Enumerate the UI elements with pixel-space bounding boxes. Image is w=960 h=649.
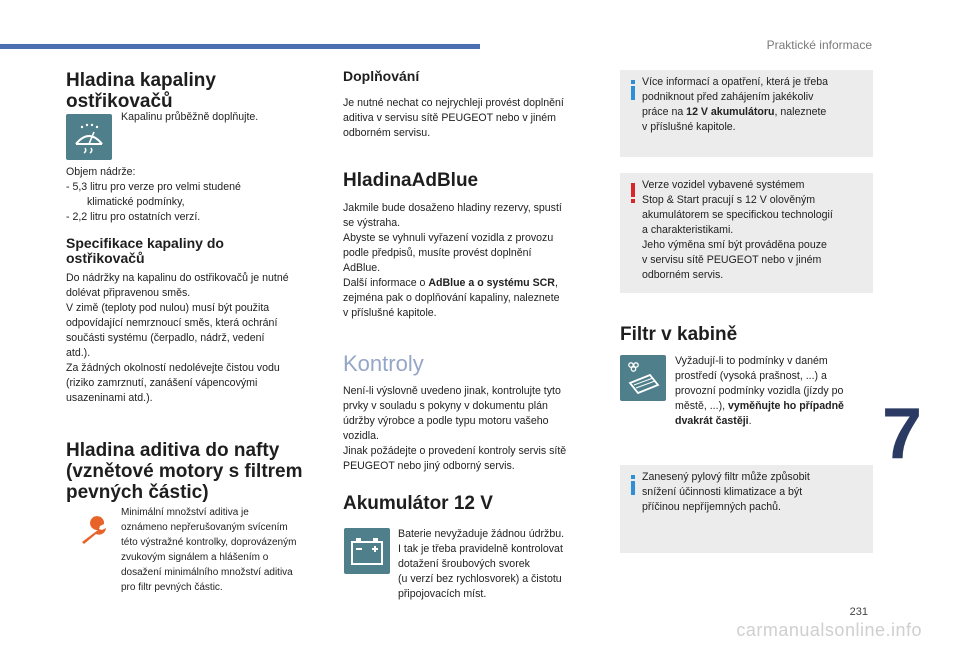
spec-line: usazeninami atd.).: [66, 392, 153, 404]
battery-text: [398, 527, 608, 602]
wrench-icon: [74, 512, 114, 552]
filter-line: prostředí (vysoká prašnost, ...) a: [675, 370, 827, 382]
info1-line: Více informací a opatření, která je třeba: [642, 76, 829, 88]
spec-line: (riziko zamrznutí, zanášení vápencovými: [66, 377, 258, 389]
filter-title: Filtr v kabině: [620, 324, 738, 345]
washer-level-note: Kapalinu průběžně doplňujte.: [121, 111, 259, 123]
refill-line: odborném servisu.: [343, 127, 431, 139]
checks-line: PEUGEOT nebo jiný odborný servis.: [343, 460, 515, 472]
additive-line: dosažení minimálního množství aditiva: [121, 567, 293, 578]
warning-icon: [628, 183, 638, 203]
cabin-filter-icon: [620, 355, 666, 401]
battery-title: Akumulátor 12 V: [343, 493, 493, 514]
refill-line: Je nutné nechat co nejrychleji provést doplnění: [343, 97, 564, 109]
warning-line: odborném servis.: [642, 269, 724, 281]
info1-line3-post: , naleznete: [774, 106, 827, 118]
chapter-number: 7: [881, 394, 922, 474]
additive-title-1: Hladina aditiva do nafty: [66, 440, 280, 461]
filter-line: provozní podmínky vozidla (jízdy po: [675, 385, 844, 397]
additive-text: [121, 505, 326, 595]
spec-line: atd.).: [66, 347, 91, 359]
info-icon: [628, 80, 638, 100]
volume-bullet-2: - 2,2 litru pro ostatních verzí.: [66, 211, 201, 223]
section-title: Praktické informace: [766, 38, 872, 52]
warning-line: a charakteristikami.: [642, 224, 734, 236]
additive-title-3: pevných částic): [66, 482, 209, 503]
info-box-battery: [620, 70, 873, 157]
info-box-filter: [620, 465, 873, 553]
battery-line: (u verzí bez rychlosvorek) a čistotu: [398, 573, 562, 585]
checks-line: prvky v souladu s pokyny v dokumentu plán: [343, 400, 548, 412]
info1-line: v příslušné kapitole.: [642, 121, 736, 133]
washer-level-title-1: Hladina kapaliny: [66, 70, 216, 91]
washer-spec-title-1: Specifikace kapaliny do: [66, 235, 224, 251]
washer-level-title-2: ostřikovačů: [66, 91, 173, 112]
volume-bullet-1: - 5,3 litru pro verze pro velmi studené: [66, 181, 241, 193]
warning-line: v servisu sítě PEUGEOT nebo v jiném: [642, 254, 822, 266]
adblue-line: se výstraha.: [343, 217, 401, 229]
battery-line: dotažení šroubových svorek: [398, 558, 530, 570]
filter-line5-post: .: [748, 415, 752, 427]
washer-volume: [66, 165, 326, 225]
warning-box-text: [642, 178, 870, 283]
info1-line3-pre: práce na: [642, 106, 687, 118]
filter-line4-pre: městě, ...),: [675, 400, 728, 412]
volume-label: Objem nádrže:: [66, 166, 136, 178]
info-box-filter-text: [642, 470, 870, 515]
warning-line: Jeho výměna smí být prováděna pouze: [642, 239, 827, 251]
filter-line5: [675, 414, 875, 429]
battery-line: Baterie nevyžaduje žádnou údržbu.: [398, 528, 565, 540]
warning-line: Verze vozidel vybavené systémem: [642, 179, 805, 191]
watermark: carmanualsonline.info: [736, 620, 922, 640]
additive-line: Minimální množství aditiva je: [121, 507, 249, 518]
warning-line: akumulátorem se specifickou technologií: [642, 209, 833, 221]
additive-heading: [66, 440, 336, 503]
additive-line: zvukovým signálem a hlášením o: [121, 552, 269, 563]
spec-line: Do nádržky na kapalinu do ostřikovačů je nutné: [66, 272, 289, 284]
adblue-more-bold: AdBlue a o systému SCR: [428, 277, 555, 289]
adblue-line: AdBlue.: [343, 262, 381, 274]
refill-text: [343, 96, 605, 141]
info1-line3-bold: 12 V akumulátoru: [686, 106, 775, 118]
adblue-line: podle předpisů, musíte provést doplnění: [343, 247, 532, 259]
warning-box-stop-start: [620, 173, 873, 293]
spec-line: součásti systému (čerpadlo, nádrž, vedení: [66, 332, 265, 344]
washer-spec-title-2: ostřikovačů: [66, 250, 145, 266]
spec-line: dolévat připravenou směs.: [66, 287, 191, 299]
battery-icon: [344, 528, 390, 574]
adblue-line: zejména pak o doplňování kapaliny, naleznete: [343, 292, 560, 304]
volume-bullet-1-cont: klimatické podmínky,: [87, 196, 185, 208]
adblue-more-pre: Další informace o: [343, 277, 429, 289]
filter-line4-bold: vyměňujte ho případně: [727, 400, 844, 412]
washer-fluid-icon: [66, 114, 112, 160]
warning-line: Stop & Start pracují s 12 V olověným: [642, 194, 816, 206]
additive-line: pro filtr pevných částic.: [121, 582, 223, 593]
adblue-more-post: ,: [554, 277, 558, 289]
filter-line: Vyžadují-li to podmínky v daném: [675, 355, 828, 367]
filter-line5-bold: dvakrát častěji: [675, 415, 749, 427]
info-box-battery-text: [642, 75, 870, 135]
adblue-title: HladinaAdBlue: [343, 170, 479, 191]
checks-line: Jinak požádejte o provedení kontroly servis sítě: [343, 445, 567, 457]
additive-line: této výstražné kontrolky, doprovázeným: [121, 537, 297, 548]
additive-title-2: (vznětové motory s filtrem: [66, 461, 303, 482]
additive-line: oznámeno nepřerušovaným svícením: [121, 522, 288, 533]
info2-line: snížení účinnosti klimatizace a být: [642, 486, 803, 498]
filter-line4: [675, 399, 875, 414]
checks-title: Kontroly: [343, 351, 424, 376]
refill-title: Doplňování: [343, 68, 420, 84]
spec-line: Za žádných okolností nedolévejte čistou vodu: [66, 362, 280, 374]
info2-line: příčinou nepříjemných pachů.: [642, 501, 781, 513]
adblue-line: Jakmile bude dosaženo hladiny rezervy, spustí: [343, 202, 562, 214]
battery-line: připojovacích míst.: [398, 588, 487, 600]
checks-line: Není-li výslovně uvedeno jinak, kontrolujte tyto: [343, 385, 561, 397]
spec-line: odpovídající nemrznoucí směs, která ochrání: [66, 317, 278, 329]
filter-text: [675, 354, 875, 429]
checks-line: údržby výrobce a podle typu motoru vašeho: [343, 415, 549, 427]
top-accent-bar: [0, 44, 480, 49]
info-icon: [628, 475, 638, 495]
spec-line: V zimě (teploty pod nulou) musí být použita: [66, 302, 270, 314]
washer-spec-text: [66, 271, 328, 406]
info1-line3: [642, 105, 870, 120]
washer-spec-heading: [66, 236, 326, 266]
adblue-text: [343, 201, 605, 321]
info1-line: podniknout před zahájením jakékoliv: [642, 91, 814, 103]
adblue-more: [343, 276, 605, 291]
page-number: 231: [849, 606, 868, 618]
info2-line: Zanesený pylový filtr může způsobit: [642, 471, 810, 483]
checks-text: [343, 384, 605, 474]
refill-line: aditiva v servisu sítě PEUGEOT nebo v jiném: [343, 112, 556, 124]
checks-line: vozidla.: [343, 430, 379, 442]
washer-level-heading: [66, 70, 326, 112]
adblue-line: v příslušné kapitole.: [343, 307, 437, 319]
adblue-line: Abyste se vyhnuli vyřazení vozidla z provozu: [343, 232, 554, 244]
battery-line: I tak je třeba pravidelně kontrolovat: [398, 543, 563, 555]
